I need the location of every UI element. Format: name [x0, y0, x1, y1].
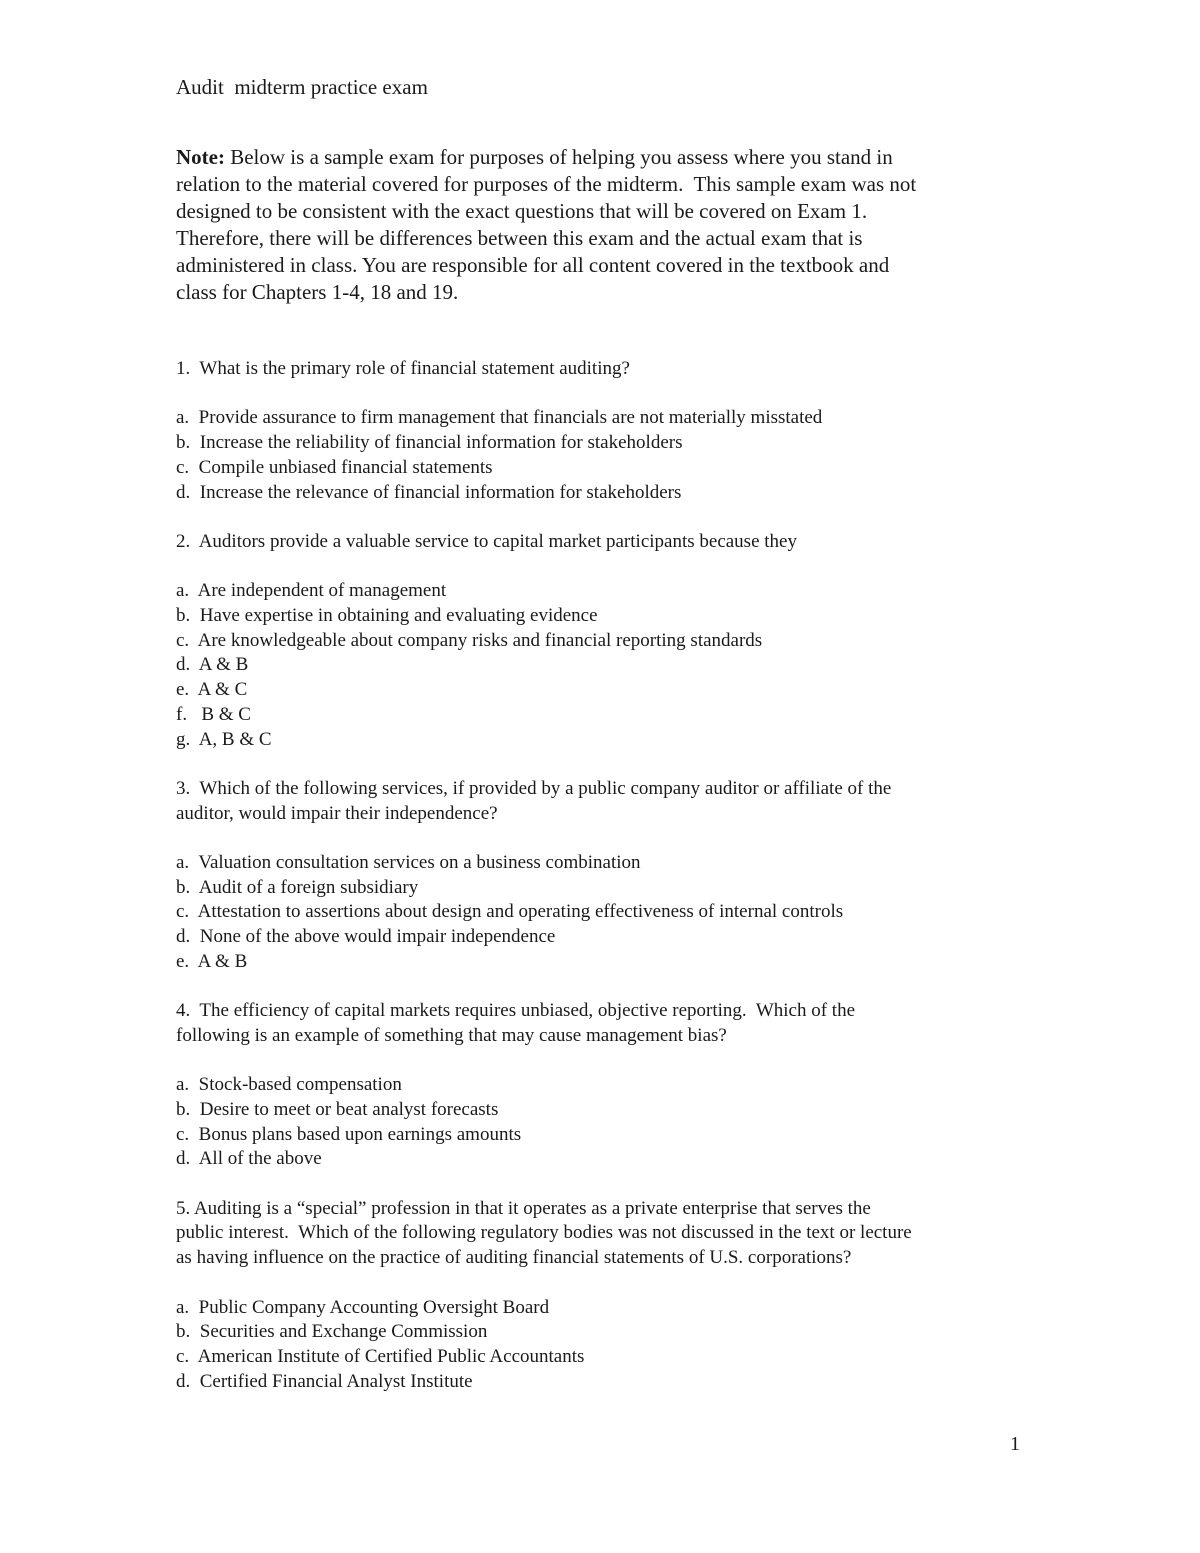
question-2 [176, 530, 1036, 752]
question-stem-line: 5. Auditing is a “special” profession in that it operates as a private enterprise that serves the [176, 1197, 871, 1219]
answer-options [176, 851, 1036, 975]
answer-option: d. Certified Financial Analyst Institute [176, 1370, 473, 1392]
question-stem [176, 530, 1036, 555]
answer-option: b. Have expertise in obtaining and evaluating evidence [176, 604, 598, 626]
answer-option: b. Desire to meet or beat analyst forecasts [176, 1098, 499, 1120]
answer-option: c. American Institute of Certified Public Accountants [176, 1345, 585, 1367]
answer-option: c. Are knowledgeable about company risks and financial reporting standards [176, 629, 763, 651]
answer-option: e. A & C [176, 679, 248, 701]
answer-option: d. All of the above [176, 1148, 322, 1170]
answer-option: f. B & C [176, 703, 251, 725]
question-stem [176, 999, 1036, 1048]
document-title: Audit midterm practice exam [176, 75, 428, 99]
question-3 [176, 777, 1036, 975]
note-line: administered in class. You are responsible for all content covered in the textbook and [176, 253, 890, 277]
question-stem-line: auditor, would impair their independence? [176, 802, 498, 824]
question-stem-line: public interest. Which of the following regulatory bodies was not discussed in the text or lecture [176, 1222, 912, 1244]
answer-options [176, 1073, 1036, 1172]
note-line: class for Chapters 1-4, 18 and 19. [176, 280, 459, 304]
question-stem-line: 1. What is the primary role of financial statement auditing? [176, 358, 630, 379]
question-stem-line: following is an example of something that may cause management bias? [176, 1024, 727, 1046]
question-stem [176, 357, 1036, 382]
question-4 [176, 999, 1036, 1172]
question-stem [176, 777, 1036, 826]
question-stem-line: as having influence on the practice of auditing financial statements of U.S. corporations? [176, 1247, 852, 1269]
answer-option: a. Provide assurance to firm management that financials are not materially misstated [176, 407, 823, 429]
page-number: 1 [1010, 1433, 1020, 1455]
question-stem [176, 1197, 1036, 1271]
answer-option: e. A & B [176, 950, 248, 972]
question-1 [176, 357, 1036, 505]
answer-option: c. Attestation to assertions about design and operating effectiveness of internal controls [176, 901, 844, 923]
note-paragraph [176, 144, 1026, 306]
answer-option: a. Valuation consultation services on a business combination [176, 851, 641, 873]
note-line [176, 144, 1026, 171]
note-line: designed to be consistent with the exact questions that will be covered on Exam 1. [176, 199, 868, 223]
answer-option: a. Public Company Accounting Oversight Board [176, 1296, 550, 1318]
answer-option: b. Securities and Exchange Commission [176, 1321, 488, 1343]
answer-option: b. Increase the reliability of financial information for stakeholders [176, 432, 683, 454]
note-label: Note: [176, 145, 225, 169]
answer-option: g. A, B & C [176, 728, 272, 750]
answer-option: a. Stock-based compensation [176, 1074, 402, 1096]
note-text: Below is a sample exam for purposes of helping you assess where you stand in [224, 145, 893, 169]
answer-options [176, 1296, 1036, 1395]
note-line: relation to the material covered for purposes of the midterm. This sample exam was not [176, 172, 917, 196]
question-5 [176, 1197, 1036, 1395]
question-stem-line: 3. Which of the following services, if provided by a public company auditor or affiliate of the [176, 777, 892, 799]
answer-option: c. Bonus plans based upon earnings amounts [176, 1123, 522, 1145]
answer-option: d. A & B [176, 654, 249, 676]
answer-options [176, 406, 1036, 505]
answer-option: b. Audit of a foreign subsidiary [176, 876, 419, 898]
answer-options [176, 579, 1036, 752]
answer-option: a. Are independent of management [176, 580, 447, 602]
answer-option: d. None of the above would impair independence [176, 926, 556, 948]
question-list [176, 357, 1036, 1419]
question-stem-line: 4. The efficiency of capital markets requires unbiased, objective reporting. Which of the [176, 1000, 856, 1022]
answer-option: c. Compile unbiased financial statements [176, 456, 493, 478]
note-line: Therefore, there will be differences between this exam and the actual exam that is [176, 226, 863, 250]
question-stem-line: 2. Auditors provide a valuable service to capital market participants because they [176, 530, 797, 552]
answer-option: d. Increase the relevance of financial information for stakeholders [176, 481, 682, 503]
